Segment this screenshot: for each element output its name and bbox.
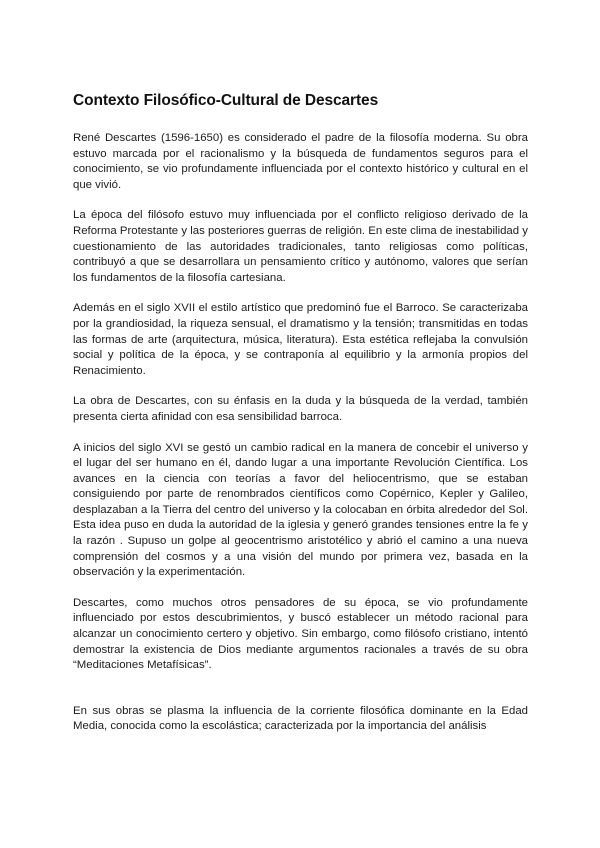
paragraph-scientific-revolution: A inicios del siglo XVI se gestó un cambio radical en la manera de concebir el universo y el lugar del ser humano en él, dando lugar a una importante Revolución Científica. Los avances en la ciencia con teorías a favor del heliocentrismo, que se estaban consiguiendo por parte de renombrados científicos como Copérnico, Kepler y Galileo, desplazaban a la Tierra del centro del universo y la colocaban en órbita alrededor del Sol. Esta idea puso en duda la autoridad de la iglesia y generó grandes tensiones entre la fe y la razón . Supuso un golpe al geocentrismo aristotélico y abrió el camino a una nueva comprensión del cosmos y a una visión del mundo por primera vez, basada en la observación y la experimentación.: [73, 441, 528, 579]
paragraph-scholasticism: En sus obras se plasma la influencia de la corriente filosófica dominante en la Edad Media, conocida como la escolástica; caracterizada por la importancia del análisis: [73, 704, 528, 733]
paragraph-religious-context: La época del filósofo estuvo muy influenciada por el conflicto religioso derivado de la Reforma Protestante y las posteriores guerras de religión. En este clima de inestabilidad y cuestionamiento de las autoridades tradicionales, tanto religiosas como políticas, contribuyó a que se desarrollara un pensamiento crítico y autónomo, valores que serían los fundamentos de la filosofía cartesiana.: [73, 209, 528, 284]
document-body: [73, 91, 528, 750]
paragraph-baroque: Además en el siglo XVII el estilo artístico que predominó fue el Barroco. Se caracterizaba por la grandiosidad, la riqueza sensual, el dramatismo y la tensión; transmitidas en todas las formas de arte (arquitectura, música, literatura). Esta estética reflejaba la convulsión social y política de la época, y se contraponía al equilibrio y la armonía propios del Renacimiento.: [73, 302, 528, 377]
page-title: Contexto Filosófico-Cultural de Descartes: [73, 92, 379, 109]
paragraph-descartes-method: Descartes, como muchos otros pensadores de su época, se vio profundamente influenciado por estos descubrimientos, y buscó establecer un método racional para alcanzar un conocimiento certero y objetivo. Sin embargo, como filósofo cristiano, intentó demostrar la existencia de Dios mediante argumentos racionales a través de su obra “Meditaciones Metafísicas”.: [73, 596, 528, 672]
paragraph-intro: René Descartes (1596-1650) es considerado el padre de la filosofía moderna. Su obra estuvo marcada por el racionalismo y la búsqueda de fundamentos seguros para el conocimiento, se vio profundamente influenciada por el contexto histórico y cultural en el que vivió.: [73, 132, 528, 191]
paragraph-baroque-affinity: La obra de Descartes, con su énfasis en la duda y la búsqueda de la verdad, también presenta cierta afinidad con esa sensibilidad barroca.: [73, 395, 528, 423]
